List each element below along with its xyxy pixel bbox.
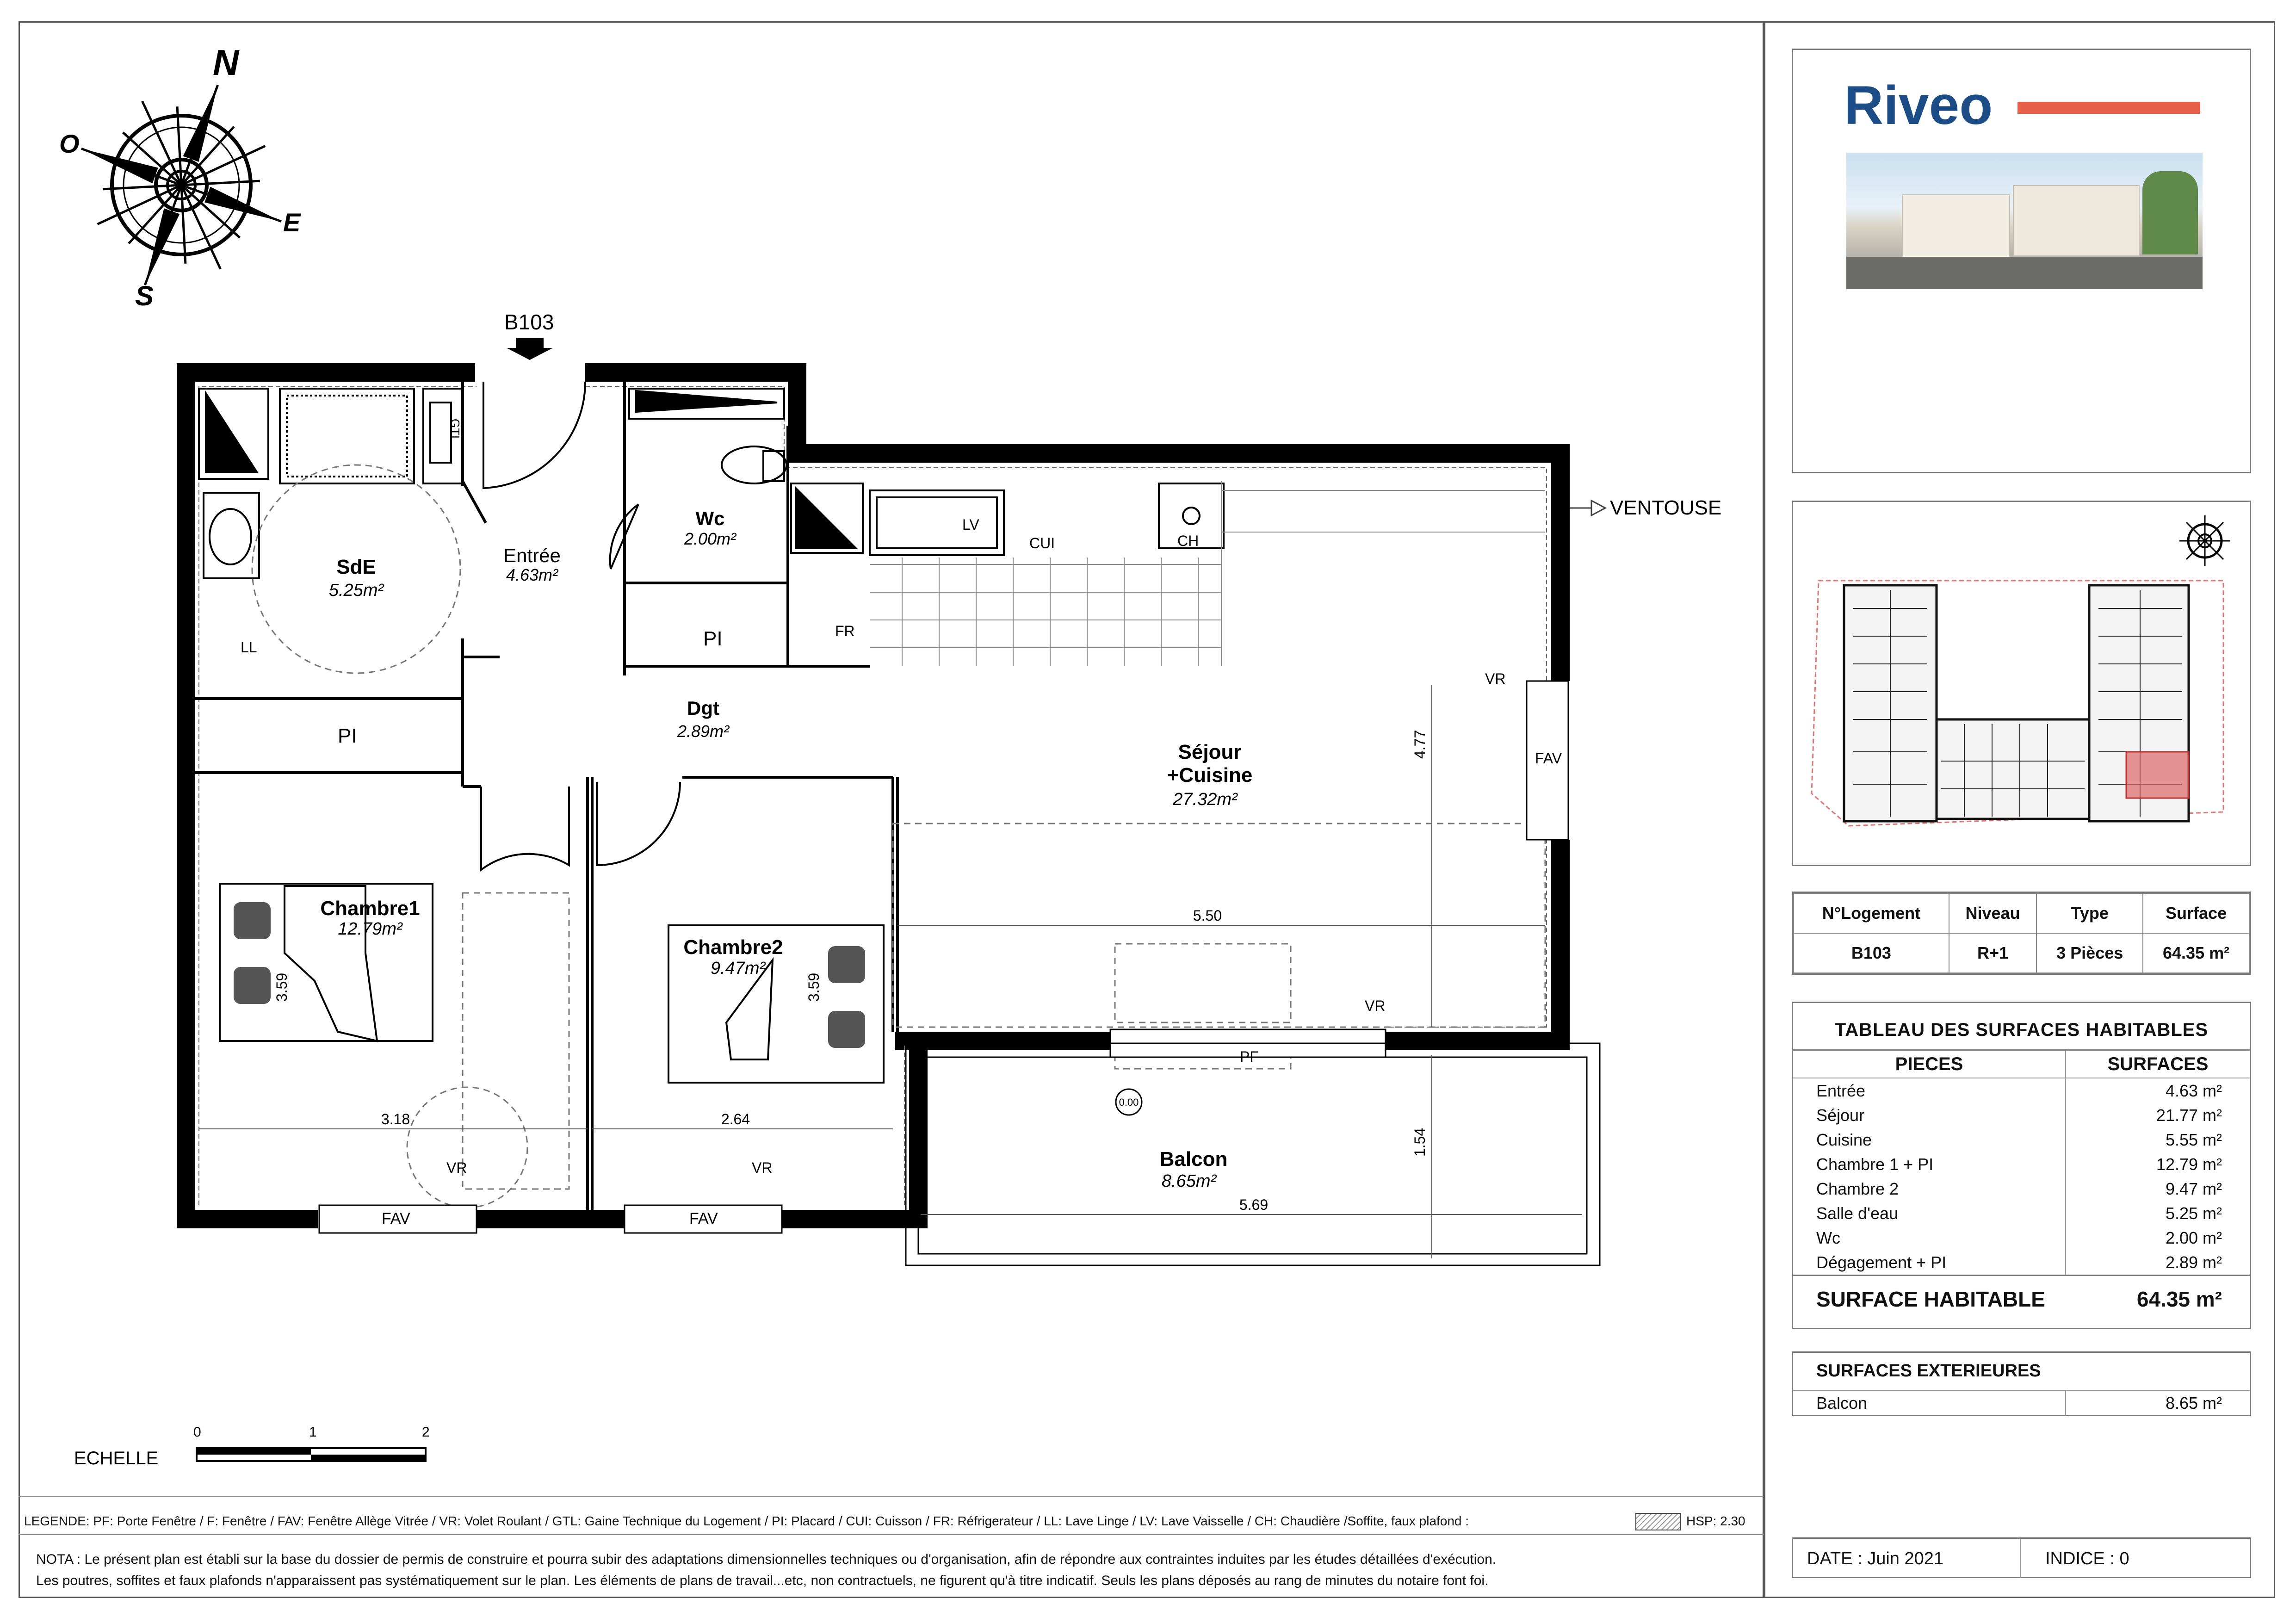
header-niveau: Niveau <box>1949 893 2036 933</box>
scale-t2: 2 <box>422 1425 430 1440</box>
room-entree-name: Entrée <box>503 545 561 566</box>
room-dgt-area: 2.89m² <box>677 722 730 741</box>
nota-line-1: NOTA : Le présent plan est établi sur la base du dossier de permis de construire et pourra subir des adaptations dimensionnelles techniques ou d'organisation, afin de répondre aux contraintes induites par les études détaillées d'exécution. <box>36 1552 1497 1567</box>
nota-line-2: Les poutres, soffites et faux plafonds n'apparaissent pas systématiquement sur le plan. Les éléments de plans de travail...etc, non contractuels, ne figurent qu'à titre indicatif. Seuls les plans déposés au rang de minutes du notaire font foi. <box>36 1573 1489 1588</box>
highlighted-unit <box>2126 752 2189 798</box>
table-row: Chambre 1 + PI <box>1793 1152 2066 1177</box>
label-fr: FR <box>835 623 855 639</box>
total-value: 64.35 m² <box>2136 1287 2222 1311</box>
dim-477: 4.77 <box>1411 730 1428 759</box>
label-fav-ch1: FAV <box>382 1210 410 1227</box>
room-balcon-area: 8.65m² <box>1161 1171 1217 1191</box>
indice-text: INDICE : 0 <box>2045 1549 2129 1568</box>
value-niveau: R+1 <box>1949 933 2036 973</box>
hsp-text: HSP: 2.30 <box>1686 1514 1745 1528</box>
header-type: Type <box>2036 893 2143 933</box>
label-vr-pf: VR <box>1365 997 1386 1014</box>
label-vr-ch2: VR <box>752 1159 773 1176</box>
table-row: Chambre 2 <box>1793 1177 2066 1201</box>
soffite-swatch <box>1635 1513 1681 1530</box>
dim-318: 3.18 <box>381 1111 410 1127</box>
site-plan-panel <box>1792 501 2251 866</box>
room-sejour-name1: Séjour <box>1178 741 1242 763</box>
value-type: 3 Pièces <box>2036 933 2143 973</box>
label-pf: PF <box>1240 1048 1259 1065</box>
dim-154: 1.54 <box>1411 1127 1428 1157</box>
value-surface: 64.35 m² <box>2143 933 2249 973</box>
brand-logo-bar <box>2018 102 2200 114</box>
table-cell: 2.89 m² <box>2165 1253 2222 1272</box>
label-lv: LV <box>962 516 979 533</box>
room-sde-area: 5.25m² <box>328 581 384 600</box>
label-ll: LL <box>241 639 257 656</box>
label-ch: CH <box>1177 533 1199 549</box>
ventouse-label: VENTOUSE <box>1610 496 1722 519</box>
col-surfaces: SURFACES <box>2107 1054 2209 1074</box>
room-chambre2-area: 9.47m² <box>710 959 766 978</box>
label-fav-ch2: FAV <box>689 1210 718 1227</box>
label-fav-sejour: FAV <box>1535 750 1562 767</box>
nota-rule <box>19 1534 1764 1535</box>
compass-e: E <box>283 208 301 237</box>
compass-n: N <box>213 42 239 83</box>
logement-table <box>1792 892 2251 975</box>
entry-tag: B103 <box>504 310 554 334</box>
table-cell: 5.55 m² <box>2165 1130 2222 1149</box>
header-logement: N°Logement <box>1794 893 1949 933</box>
room-wc-name: Wc <box>695 508 725 529</box>
date-text: DATE : Juin 2021 <box>1807 1549 1944 1568</box>
label-pi-wc: PI <box>703 627 723 650</box>
compass-o: O <box>59 129 80 158</box>
table-row: Séjour <box>1793 1103 2066 1127</box>
brand-panel <box>1792 49 2251 473</box>
dim-359-b: 3.59 <box>805 973 822 1002</box>
label-cui: CUI <box>1029 535 1055 551</box>
col-pieces: PIECES <box>1793 1051 2066 1078</box>
room-dgt-name: Dgt <box>687 697 719 719</box>
exterieures-table <box>1792 1351 2251 1416</box>
dim-264: 2.64 <box>721 1111 750 1127</box>
scale-t1: 1 <box>309 1425 317 1440</box>
brand-logo: Riveo <box>1844 75 1993 136</box>
mini-compass-icon <box>2179 515 2230 566</box>
table-cell: 8.65 m² <box>2165 1394 2222 1412</box>
label-vr-ch1: VR <box>446 1159 467 1176</box>
table-row: Wc <box>1793 1226 2066 1250</box>
compass-s: S <box>135 280 154 311</box>
dim-359-a: 3.59 <box>273 973 290 1002</box>
header-surface: Surface <box>2143 893 2249 933</box>
exterieures-title: SURFACES EXTERIEURES <box>1793 1353 2250 1391</box>
label-vr-sejour: VR <box>1485 670 1506 687</box>
scale-label: ECHELLE <box>74 1448 159 1468</box>
table-cell: 5.25 m² <box>2165 1204 2222 1223</box>
legend-rule-top <box>19 1496 1764 1497</box>
room-chambre1-area: 12.79m² <box>338 919 402 939</box>
compass-rose-icon <box>79 82 285 288</box>
table-row: Cuisine <box>1793 1127 2066 1152</box>
level-marker: 0.00 <box>1119 1096 1139 1108</box>
room-sejour-area: 27.32m² <box>1173 790 1238 809</box>
table-row: Entrée <box>1793 1078 2066 1103</box>
total-label: SURFACE HABITABLE <box>1816 1287 2045 1311</box>
table-cell: 4.63 m² <box>2165 1081 2222 1100</box>
date-indice-box <box>1792 1537 2251 1578</box>
table-cell: 12.79 m² <box>2156 1155 2222 1174</box>
room-sde-name: SdE <box>336 556 376 578</box>
scale-t0: 0 <box>193 1425 201 1440</box>
dim-550: 5.50 <box>1193 907 1222 924</box>
room-chambre1-name: Chambre1 <box>320 897 420 920</box>
entry-arrow-icon <box>507 338 553 360</box>
table-row: Balcon <box>1793 1391 2066 1415</box>
label-gtl: GTL <box>448 419 462 442</box>
table-cell: 2.00 m² <box>2165 1228 2222 1247</box>
dim-569: 5.69 <box>1239 1196 1269 1213</box>
room-sejour-name2: +Cuisine <box>1167 764 1253 787</box>
label-pi-sde: PI <box>338 725 357 747</box>
room-wc-area: 2.00m² <box>684 529 736 548</box>
room-chambre2-name: Chambre2 <box>683 936 783 959</box>
surfaces-title: TABLEAU DES SURFACES HABITABLES <box>1793 1003 2250 1051</box>
table-row: Dégagement + PI <box>1793 1250 2066 1275</box>
room-balcon-name: Balcon <box>1159 1148 1228 1171</box>
table-cell: 21.77 m² <box>2156 1106 2222 1125</box>
surfaces-table <box>1792 1002 2251 1329</box>
value-logement: B103 <box>1794 933 1949 973</box>
table-row: Salle d'eau <box>1793 1201 2066 1226</box>
legend-text: LEGENDE: PF: Porte Fenêtre / F: Fenêtre / FAV: Fenêtre Allège Vitrée / VR: Volet Roulant / GTL: Gaine Technique du Logement / PI: Placard / CUI: Cuisson / FR: Réfrigerateur / LL: Lave Linge / LV: Lave Vaisselle / CH: Chaudière /Soffite, faux plafond : <box>24 1514 1469 1528</box>
building-rendering <box>1846 153 2203 289</box>
table-cell: 9.47 m² <box>2165 1179 2222 1198</box>
room-entree-area: 4.63m² <box>506 565 558 584</box>
